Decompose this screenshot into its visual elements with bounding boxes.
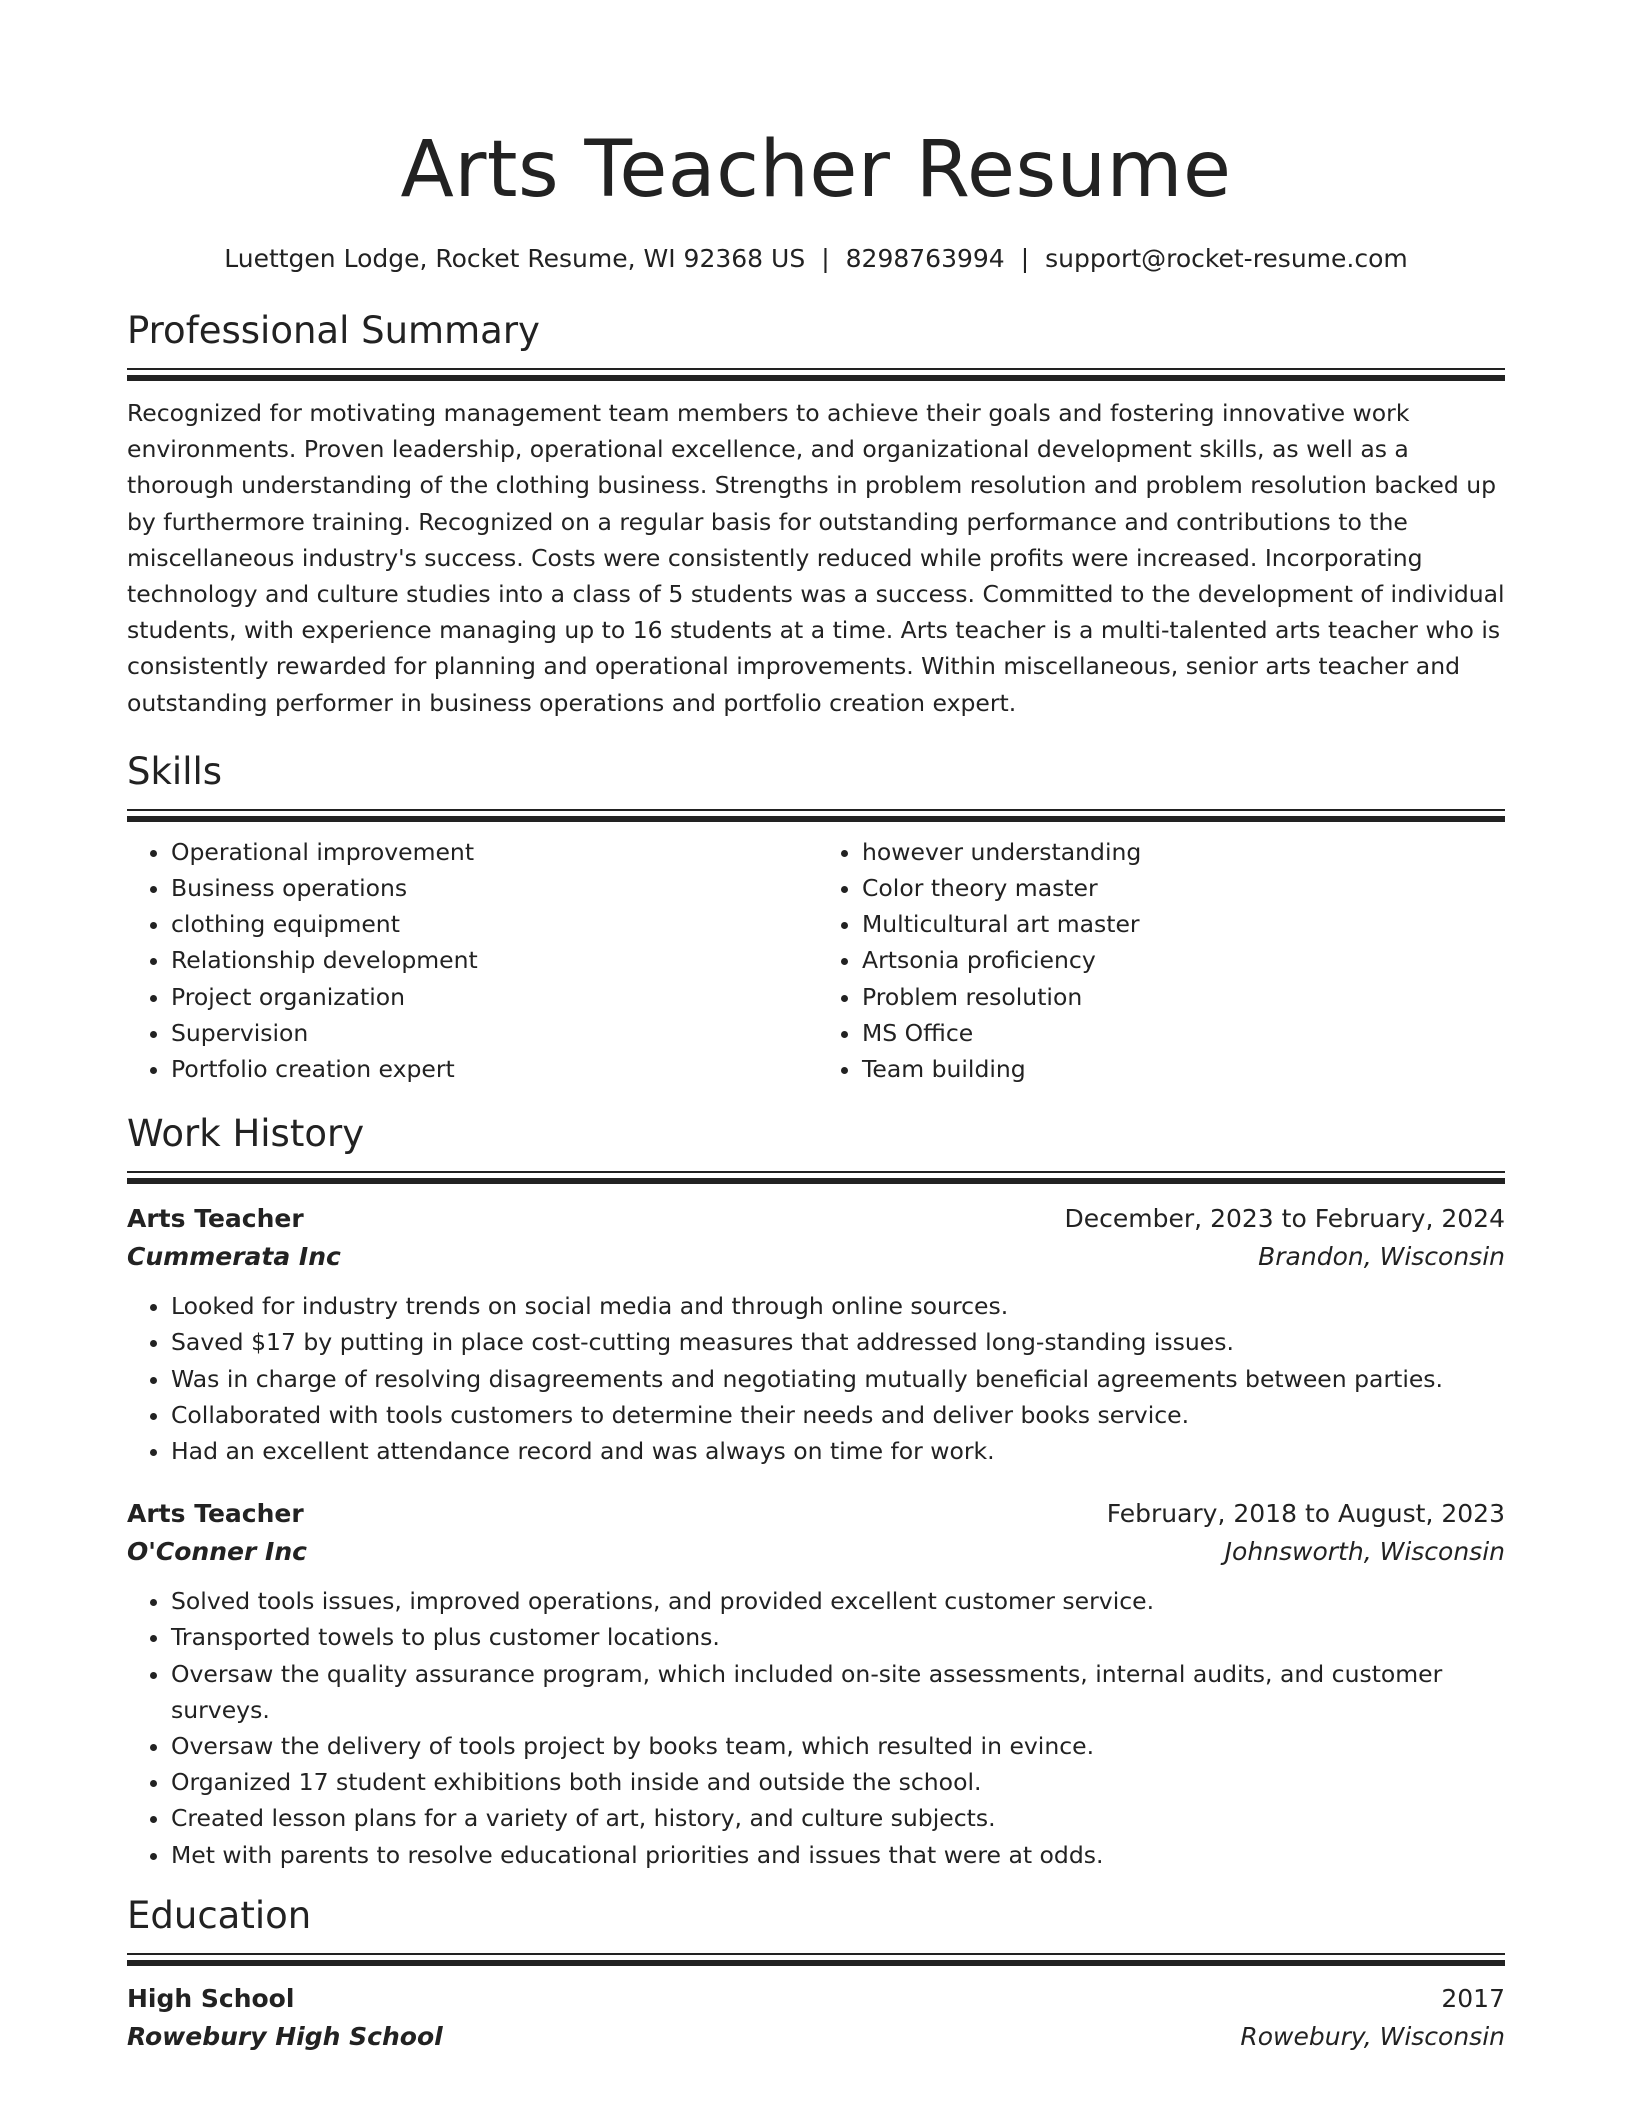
skills-list-left [127,834,814,1087]
skill-item: • Team building [862,1051,1505,1087]
skill-item: • Problem resolution [862,979,1505,1015]
job-bullet: • Organized 17 student exhibitions both inside and outside the school. [171,1764,1505,1800]
education-section [127,1893,1505,2056]
job-dates: December, 2023 to February, 2024 [1064,1204,1505,1234]
skill-item: • however understanding [862,834,1505,870]
section-title: Work History [127,1112,365,1156]
section-title: Skills [127,749,223,793]
skill-item: • clothing equipment [171,906,814,942]
skill-item: • MS Office [862,1015,1505,1051]
work-history-section [127,1111,1505,1873]
job-bullet: • Transported towels to plus customer locations. [171,1619,1505,1655]
skill-item: • Business operations [171,870,814,906]
skill-item: • Color theory master [862,870,1505,906]
section-title: Professional Summary [127,309,540,352]
job-title: Arts Teacher [127,1204,304,1234]
job-location: Brandon, Wisconsin [1258,1242,1505,1272]
section-divider [127,368,1505,381]
job-header [127,1495,1505,1533]
skill-item: • Operational improvement [171,834,814,870]
skill-item: • Multicultural art master [862,906,1505,942]
job-subheader [127,1533,1505,1571]
job-dates: February, 2018 to August, 2023 [1106,1499,1505,1529]
job-title: Arts Teacher [127,1499,304,1529]
section-title: Education [127,1893,312,1937]
section-divider [127,809,1505,822]
job-bullets [127,1583,1505,1873]
education-subheader [127,2018,1505,2056]
education-year: 2017 [1441,1983,1505,2013]
job-bullet: • Created lesson plans for a variety of art, history, and culture subjects. [171,1800,1505,1836]
job-company: Cummerata Inc [127,1242,341,1272]
job-bullet: • Collaborated with tools customers to determine their needs and deliver books service. [171,1397,1505,1433]
job-bullet: • Looked for industry trends on social media and through online sources. [171,1288,1505,1324]
education-location: Rowebury, Wisconsin [1240,2021,1505,2051]
skill-item: • Supervision [171,1015,814,1051]
job-bullet: • Solved tools issues, improved operations, and provided excellent customer service. [171,1583,1505,1619]
job-subheader [127,1238,1505,1276]
job-entry [127,1495,1505,1873]
section-divider [127,1171,1505,1184]
education-entry [127,1980,1505,2056]
skills-section [127,749,1505,1087]
skill-item: • Project organization [171,979,814,1015]
resume-title: Arts Teacher Resume [400,125,1232,215]
skill-item: • Relationship development [171,942,814,978]
job-company: O'Conner Inc [127,1537,307,1567]
education-school: Rowebury High School [127,2021,443,2051]
professional-summary-section [127,308,1505,721]
contact-email: support@rocket-resume.com [1045,244,1408,273]
contact-line [127,242,1505,276]
job-bullet: • Had an excellent attendance record and was always on time for work. [171,1433,1505,1469]
education-header [127,1980,1505,2018]
job-bullet: • Oversaw the delivery of tools project by books team, which resulted in evince. [171,1728,1505,1764]
job-bullet: • Met with parents to resolve educational priorities and issues that were at odds. [171,1837,1505,1873]
job-bullet: • Oversaw the quality assurance program, which included on-site assessments, internal audits, and customer surveys. [171,1656,1505,1728]
job-location: Johnsworth, Wisconsin [1224,1537,1505,1567]
skills-list-right [814,834,1505,1087]
job-header [127,1200,1505,1238]
skill-item: • Artsonia proficiency [862,942,1505,978]
section-divider [127,1953,1505,1966]
contact-separator: | [1020,244,1030,273]
contact-phone: 8298763994 [845,244,1005,273]
skill-item: • Portfolio creation expert [171,1051,814,1087]
summary-text: Recognized for motivating management team members to achieve their goals and fostering innovative work environments. Proven leadership, operational excellence, and organizational development skills, as well as a thorough understanding of the clothing business. Strengths in problem resolution and problem resolution backed up by furthermore training. Recognized on a regular basis for outstanding performance and contributions to the miscellaneous industry's success. Costs were consistently reduced while profits were increased. Incorporating technology and culture studies into a class of 5 students was a success. Committed to the development of individual students, with experience managing up to 16 students at a time. Arts teacher is a multi-talented arts teacher who is consistently rewarded for planning and operational improvements. Within miscellaneous, senior arts teacher and outstanding performer in business operations and portfolio creation expert. [127,399,1505,717]
job-bullets [127,1288,1505,1469]
job-bullet: • Saved $17 by putting in place cost-cutting measures that addressed long-standing issues. [171,1324,1505,1360]
education-degree: High School [127,1983,295,2013]
skills-columns [127,834,1505,1087]
contact-address: Luettgen Lodge, Rocket Resume, WI 92368 US [224,244,806,273]
job-entry [127,1200,1505,1469]
contact-separator: | [821,244,830,273]
job-bullet: • Was in charge of resolving disagreements and negotiating mutually beneficial agreements between parties. [171,1361,1505,1397]
